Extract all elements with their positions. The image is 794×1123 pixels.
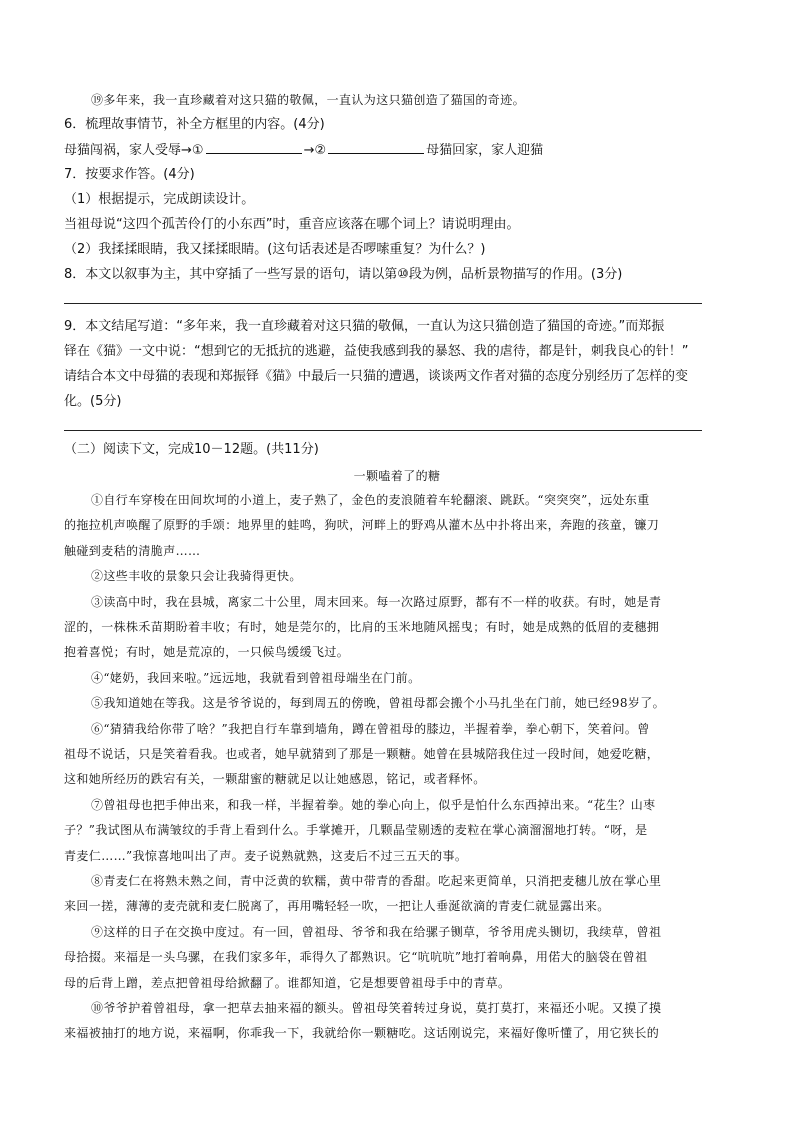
story-line: ④“姥奶，我回来啦。”远远地，我就看到曾祖母端坐在门前。 bbox=[91, 670, 421, 685]
story-line: 来回一搓，薄薄的麦壳就和麦仁脱离了，再用嘴轻轻一吹，一把让人垂涎欲滴的青麦仁就显露出来。 bbox=[64, 899, 610, 914]
plot-end: 母猫回家，家人迎猫 bbox=[426, 143, 544, 158]
story-line: ⑤我知道她在等我。这是爷爷说的，每到周五的傍晚，曾祖母都会搬个小马扎坐在门前，她已经98岁了。 bbox=[91, 696, 666, 711]
plot-start: 母猫闯祸，家人受辱→① bbox=[64, 143, 204, 158]
question-7-sub1-text: 当祖母说“这四个孤苦伶仃的小东西”时，重音应该落在哪个词上？请说明理由。 bbox=[64, 217, 520, 232]
question-8: 8．本文以叙事为主，其中穿插了一些写景的语句，请以第⑩段为例，品析景物描写的作用。(3分) bbox=[64, 267, 623, 282]
story-line: 涩的，一株株禾苗期盼着丰收；有时，她是莞尔的，比肩的玉米地随风摇曳；有时，她是成熟的低眉的麦穗拥 bbox=[64, 620, 660, 634]
story-line: ⑩爷爷护着曾祖母，拿一把草去抽来福的额头。曾祖母笑着转过身说，莫打莫打，来福还小呢。又摸了摸 bbox=[91, 1001, 662, 1015]
story-line: 触碰到麦秸的清脆声…… bbox=[64, 543, 201, 558]
question-7-sub2: （2）我揉揉眼睛，我又揉揉眼睛。(这句话表述是否啰嗦重复？为什么？) bbox=[64, 242, 486, 257]
section-2-heading: （二）阅读下文，完成10－12题。(共11分) bbox=[64, 442, 319, 457]
question-7-sub1: （1）根据提示，完成朗读设计。 bbox=[64, 192, 255, 207]
question-9-line-1: 9．本文结尾写道：“多年来，我一直珍藏着对这只猫的敬佩，一直认为这只猫创造了猫国的奇迹。”而郑振 bbox=[64, 319, 665, 334]
story-line: 母拾掇。来福是一头乌骡，在我们家多年，乖得久了都熟识。它“吭吭吭”地打着响鼻，用偌大的脑袋在曾祖 bbox=[64, 950, 648, 965]
story-line: 青麦仁……”我惊喜地叫出了声。麦子说熟就熟，这麦后不过三五天的事。 bbox=[64, 848, 468, 863]
question-7-label: 7．按要求作答。(4分) bbox=[64, 167, 195, 182]
story-line: 母的后背上蹭，差点把曾祖母给掀翻了。谁都知道，它是想要曾祖母手中的青草。 bbox=[64, 975, 511, 990]
story-line: 这和她所经历的跌宕有关，一颗甜蜜的糖就足以让她感恩，铭记，或者释怀。 bbox=[64, 772, 486, 787]
answer-line-9[interactable] bbox=[64, 430, 702, 431]
story-title: 一颗嗑着了的糖 bbox=[353, 469, 441, 483]
plot-arrow-2: →② bbox=[303, 143, 327, 158]
question-6-plot-line bbox=[64, 141, 543, 160]
story-line: ③读高中时，我在县城，离家二十公里，周末回来。每一次路过原野，都有不一样的收获。有时，她是青 bbox=[91, 594, 662, 609]
story-line: 抱着喜悦；有时，她是荒凉的，一只候鸟缓缓飞过。 bbox=[64, 645, 350, 660]
story-line: 来福被抽打的地方说，来福啊，你乖我一下，我就给你一颗糖吃。这话刚说完，来福好像听懂了，用它狭长的 bbox=[64, 1026, 660, 1041]
top-paragraph: ⑲多年来，我一直珍藏着对这只猫的敬佩，一直认为这只猫创造了猫国的奇迹。 bbox=[91, 93, 526, 107]
story-line: ⑦曾祖母也把手伸出来，和我一样，半握着拳。她的拳心向上，似乎是怕什么东西掉出来。“花生？山枣 bbox=[91, 797, 656, 812]
story-line: ①自行车穿梭在田间坎坷的小道上，麦子熟了，金色的麦浪随着车轮翻滚、跳跃。“突突突”，远处东重 bbox=[91, 493, 650, 507]
story-line: ⑧青麦仁在将熟未熟之间，青中泛黄的软糯，黄中带青的香甜。吃起来更简单，只消把麦穗儿放在掌心里 bbox=[91, 874, 662, 888]
story-line: ②这些丰收的景象只会让我骑得更快。 bbox=[91, 569, 302, 584]
answer-blank-1[interactable] bbox=[206, 141, 302, 154]
story-line: 子？”我试图从布满皱纹的手背上看到什么。手掌摊开，几颗晶莹剔透的麦粒在掌心滴溜溜地打转。“呀，是 bbox=[64, 823, 648, 838]
story-line: 的拖拉机声唤醒了原野的手颂：地界里的蛙鸣，狗吠，河畔上的野鸡从灌木丛中扑将出来，奔跑的孩童，镰刀 bbox=[64, 518, 660, 533]
story-line: ⑥“猜猜我给你带了啥？”我把自行车靠到墙角，蹲在曾祖母的膝边，半握着拳，拳心朝下，笑着问。曾 bbox=[91, 721, 650, 736]
story-line: 祖母不说话，只是笑着看我。也或者，她早就猜到了那是一颗糖。她曾在县城陪我住过一段时间，她爱吃糖， bbox=[64, 747, 660, 761]
question-9-line-3: 请结合本文中母猫的表现和郑振铎《猫》中最后一只猫的遭遇，谈谈两文作者对猫的态度分别经历了怎样的变 bbox=[64, 369, 689, 384]
story-line: ⑨这样的日子在交换中度过。有一回，曾祖母、爷爷和我在给骡子铡草，爷爷用虎头铡切，我续草，曾祖 bbox=[91, 924, 662, 939]
answer-blank-2[interactable] bbox=[328, 141, 424, 154]
question-6-label: 6．梳理故事情节，补全方框里的内容。(4分) bbox=[64, 117, 325, 132]
answer-line-8[interactable] bbox=[64, 303, 702, 304]
question-9-line-2: 铎在《猫》一文中说：“想到它的无抵抗的逃避，益使我感到我的暴怒、我的虐待，都是针，刺我良心的针！” bbox=[64, 344, 689, 359]
question-9-line-4: 化。(5分) bbox=[64, 394, 122, 409]
